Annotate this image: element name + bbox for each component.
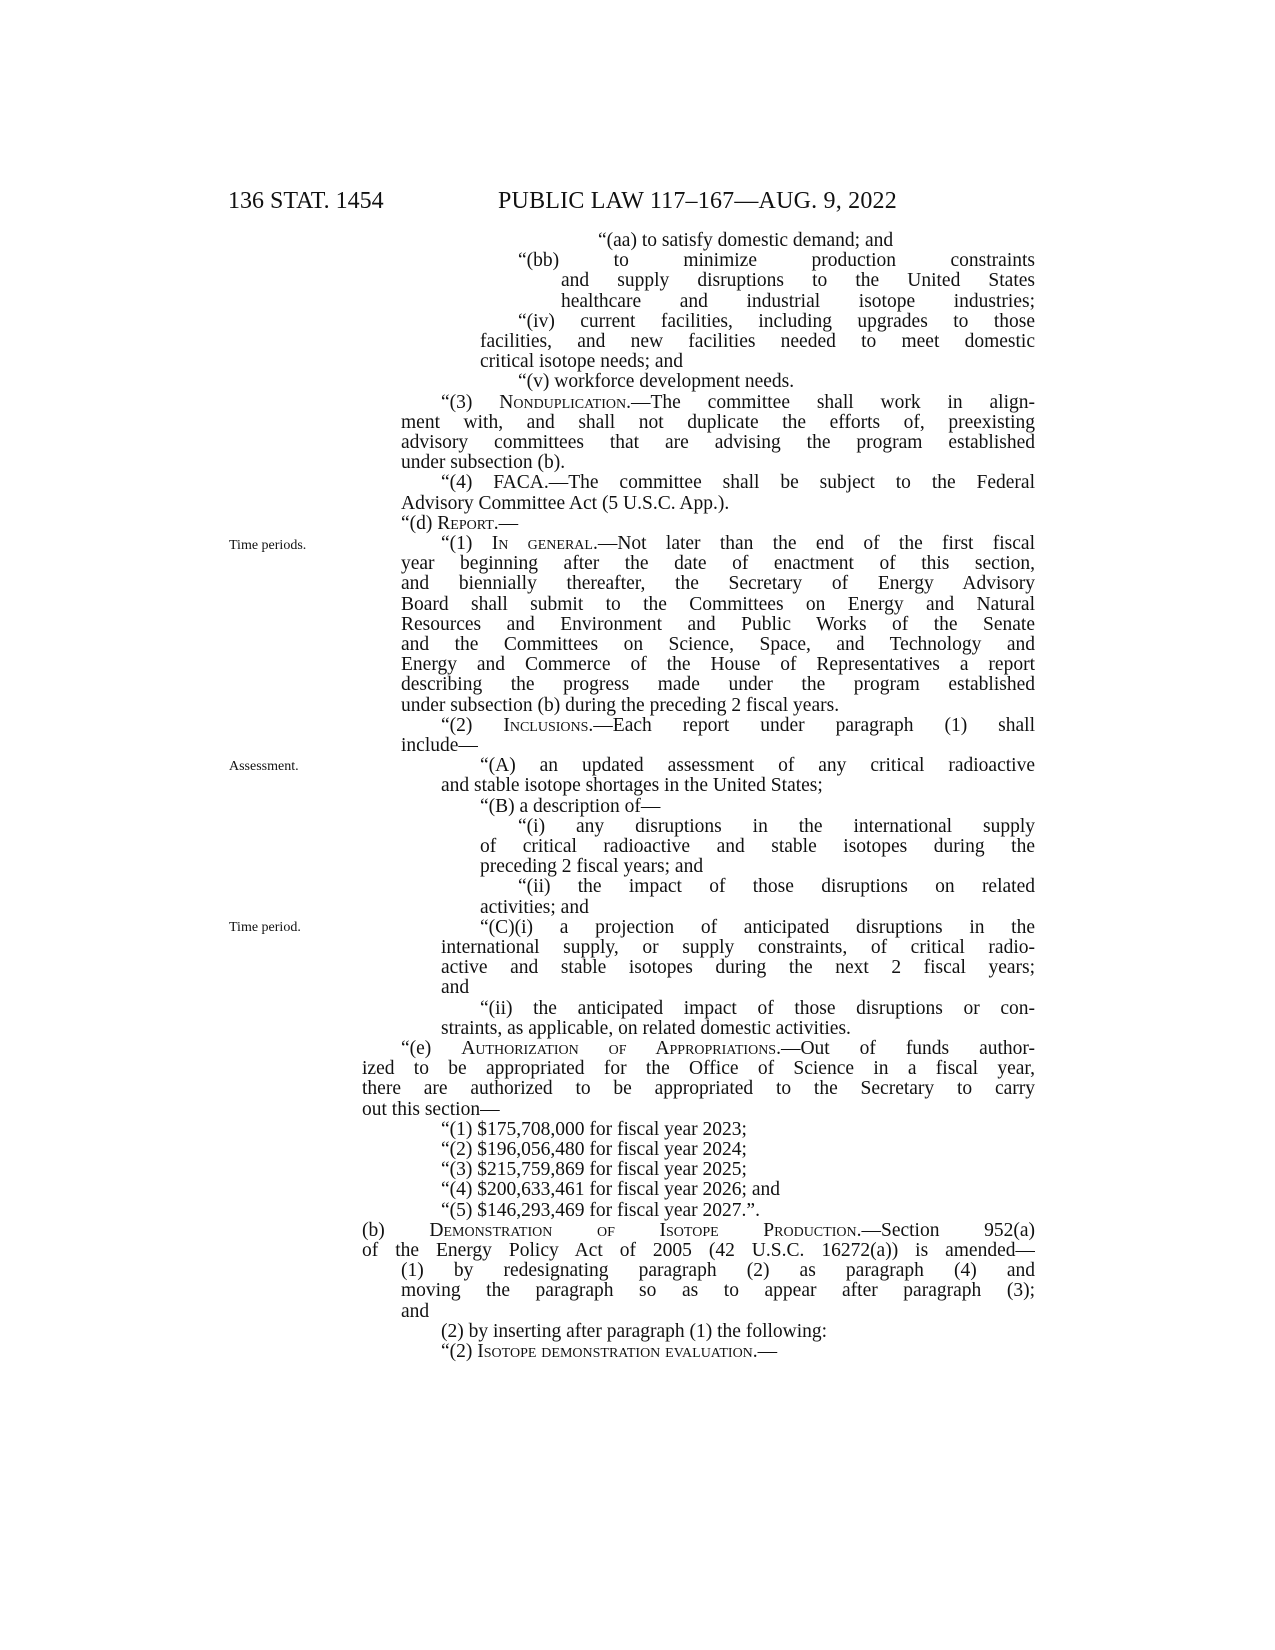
text-line: year beginning after the date of enactment of this section, bbox=[401, 553, 1035, 575]
text-line: activities; and bbox=[480, 896, 589, 918]
text-line: Board shall submit to the Committees on Energy and Natural bbox=[401, 593, 1035, 615]
text-span: “(e) bbox=[401, 1038, 462, 1059]
text-line: “(3) $215,759,869 for fiscal year 2025; bbox=[441, 1159, 747, 1181]
text-line: of the Energy Policy Act of 2005 (42 U.S.C. 16272(a)) is amended— bbox=[362, 1240, 1035, 1261]
text-span: (b) bbox=[362, 1219, 430, 1241]
text-line: “(1) $175,708,000 for fiscal year 2023; bbox=[441, 1118, 747, 1140]
text-line: include— bbox=[401, 735, 478, 756]
text-span: “(3) bbox=[441, 391, 500, 413]
text-span: .— bbox=[493, 512, 519, 534]
text-line: “(v) workforce development needs. bbox=[518, 371, 795, 393]
text-span: .—The committee shall work in align- bbox=[626, 391, 1035, 413]
text-line: and bbox=[441, 977, 470, 999]
text-line: “(2) $196,056,480 for fiscal year 2024; bbox=[441, 1139, 747, 1160]
text-line: preceding 2 fiscal years; and bbox=[480, 856, 704, 878]
text-line: and bbox=[401, 1300, 430, 1322]
text-line: “(B) a description of— bbox=[480, 795, 661, 817]
text-line: and biennially thereafter, the Secretary of Energy Advisory bbox=[401, 573, 1035, 595]
text-line: ized to be appropriated for the Office of Science in a fiscal year, bbox=[362, 1058, 1035, 1080]
text-line: “(4) $200,633,461 for fiscal year 2026; and bbox=[441, 1179, 780, 1201]
text-line bbox=[362, 1220, 1035, 1241]
text-line: “(5) $146,293,469 for fiscal year 2027.”. bbox=[441, 1199, 760, 1221]
stat-reference: 136 STAT. 1454 bbox=[228, 188, 384, 214]
text-line bbox=[441, 715, 1035, 736]
text-span: .—Out of funds author- bbox=[776, 1038, 1035, 1059]
text-line: Advisory Committee Act (5 U.S.C. App.). bbox=[401, 492, 730, 514]
text-line: “(bb) to minimize production constraints bbox=[518, 250, 1035, 272]
text-span: “(d) bbox=[401, 512, 438, 534]
text-line bbox=[401, 1038, 1035, 1059]
section-heading: Isotope demonstration evaluation bbox=[477, 1341, 753, 1362]
text-line: out this section— bbox=[362, 1098, 500, 1120]
text-line: and stable isotope shortages in the United States; bbox=[441, 775, 823, 797]
text-line: critical isotope needs; and bbox=[480, 351, 684, 373]
text-line: advisory committees that are advising the program established bbox=[401, 432, 1035, 453]
text-line bbox=[441, 392, 1035, 413]
text-span: “(2) bbox=[441, 714, 504, 736]
text-span: .—Each report under paragraph (1) shall bbox=[588, 714, 1035, 736]
section-heading: Authorization of Appropriations bbox=[461, 1038, 777, 1059]
text-line: ment with, and shall not duplicate the efforts of, preexisting bbox=[401, 411, 1035, 433]
text-line: “(A) an updated assessment of any critical radioactive bbox=[480, 755, 1035, 777]
text-line: healthcare and industrial isotope industries; bbox=[561, 290, 1035, 312]
text-line: “(C)(i) a projection of anticipated disruptions in the bbox=[480, 916, 1035, 938]
text-line: active and stable isotopes during the next 2 fiscal years; bbox=[441, 957, 1035, 979]
text-line: and the Committees on Science, Space, and Technology and bbox=[401, 634, 1035, 655]
page-title: PUBLIC LAW 117–167—AUG. 9, 2022 bbox=[498, 188, 897, 214]
text-line: (2) by inserting after paragraph (1) the following: bbox=[441, 1320, 828, 1342]
section-heading: Demonstration of Isotope Production bbox=[429, 1219, 857, 1241]
text-span: .—Section 952(a) bbox=[856, 1219, 1035, 1241]
text-line: Resources and Environment and Public Works of the Senate bbox=[401, 613, 1035, 635]
margin-note: Assessment. bbox=[229, 759, 299, 774]
text-line: facilities, and new facilities needed to meet domestic bbox=[480, 331, 1035, 352]
margin-note: Time period. bbox=[229, 920, 301, 935]
text-line: “(4) FACA.—The committee shall be subject to the Federal bbox=[441, 472, 1035, 494]
margin-note: Time periods. bbox=[229, 538, 307, 553]
text-span: .— bbox=[752, 1341, 778, 1362]
text-span: “(2) bbox=[441, 1341, 478, 1362]
text-line: under subsection (b) during the preceding 2 fiscal years. bbox=[401, 694, 840, 716]
text-line: under subsection (b). bbox=[401, 452, 566, 474]
text-line: moving the paragraph so as to appear after paragraph (3); bbox=[401, 1280, 1035, 1302]
text-line: “(i) any disruptions in the international supply bbox=[518, 815, 1035, 837]
section-heading: Inclusions bbox=[503, 714, 589, 736]
section-heading: In general bbox=[491, 533, 593, 554]
text-line: of critical radioactive and stable isotopes during the bbox=[480, 836, 1035, 857]
text-line: there are authorized to be appropriated to the Secretary to carry bbox=[362, 1078, 1035, 1100]
text-line: and supply disruptions to the United States bbox=[561, 270, 1035, 292]
text-line: straints, as applicable, on related domestic activities. bbox=[441, 1017, 851, 1039]
text-line bbox=[401, 513, 1035, 534]
text-line: “(iv) current facilities, including upgrades to those bbox=[518, 310, 1035, 332]
section-heading: Report bbox=[437, 512, 494, 534]
text-span: .—Not later than the end of the first fiscal bbox=[592, 533, 1035, 554]
text-span: “(1) bbox=[441, 533, 492, 554]
text-line bbox=[441, 533, 1035, 554]
text-line: “(aa) to satisfy domestic demand; and bbox=[598, 230, 894, 251]
text-line: “(ii) the impact of those disruptions on related bbox=[518, 876, 1035, 898]
text-line: Energy and Commerce of the House of Representatives a report bbox=[401, 654, 1035, 676]
text-line: “(ii) the anticipated impact of those disruptions or con- bbox=[480, 997, 1035, 1019]
text-line bbox=[441, 1341, 1035, 1362]
text-line: international supply, or supply constraints, of critical radio- bbox=[441, 937, 1035, 958]
text-line: describing the progress made under the program established bbox=[401, 674, 1035, 696]
section-heading: Nonduplication bbox=[499, 391, 627, 413]
text-line: (1) by redesignating paragraph (2) as paragraph (4) and bbox=[401, 1260, 1035, 1282]
